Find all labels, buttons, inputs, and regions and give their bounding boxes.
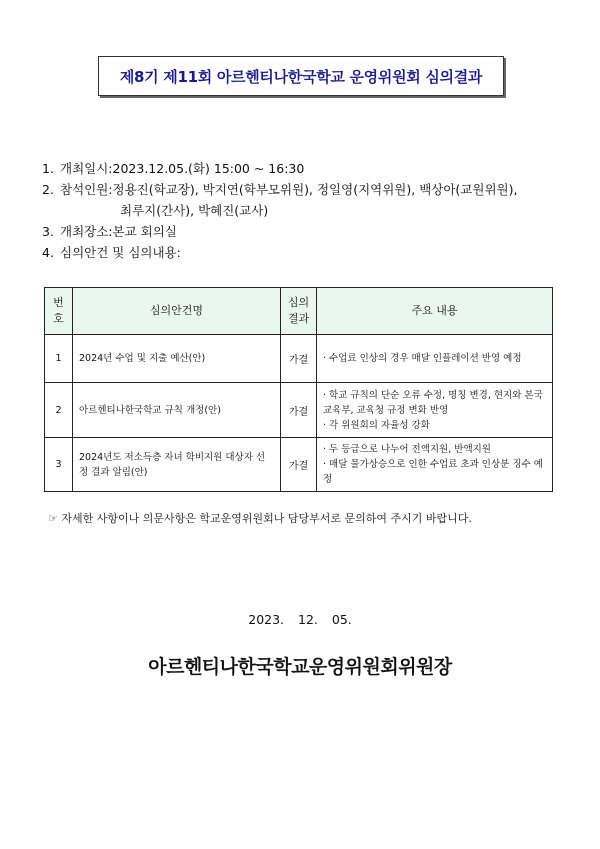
info-label: 참석인원: xyxy=(60,182,113,197)
signer-title: 아르헨티나한국학교운영위원회위원장 xyxy=(148,656,452,678)
row-number: 3 xyxy=(45,438,73,492)
info-label: 개최일시: xyxy=(60,161,113,176)
table-row xyxy=(45,335,553,383)
row-title: 2024년 수업 및 지출 예산(안) xyxy=(73,335,281,383)
row-result: 가결 xyxy=(281,383,317,438)
row-result: 가결 xyxy=(281,438,317,492)
agenda-table xyxy=(44,287,553,492)
row-number: 1 xyxy=(45,335,73,383)
info-value: 정용진(학교장), 박지연(학부모위원), 정일영(지역위원), 백상아(교원위원), xyxy=(112,182,518,197)
info-number: 3. xyxy=(42,224,54,239)
info-item-attendees xyxy=(42,179,517,200)
detail-line: · 수업료 인상의 경우 매달 인플레이션 반영 예정 xyxy=(323,353,522,364)
row-number: 2 xyxy=(45,383,73,438)
table-row xyxy=(45,438,553,492)
row-detail xyxy=(317,335,553,383)
info-item-agenda xyxy=(42,242,517,263)
row-result: 가결 xyxy=(281,335,317,383)
info-value: 2023.12.05.(화) 15:00 ~ 16:30 xyxy=(112,161,305,176)
table-row xyxy=(45,383,553,438)
row-detail xyxy=(317,383,553,438)
detail-line: · 두 등급으로 나누어 전액지원, 반액지원 xyxy=(323,444,491,455)
info-number: 1. xyxy=(42,161,54,176)
detail-line: · 매달 물가상승으로 인한 수업료 초과 인상분 징수 예정 xyxy=(323,459,543,485)
info-label: 개최장소: xyxy=(60,224,113,239)
meeting-info xyxy=(42,158,517,263)
info-label: 심의안건 및 심의내용: xyxy=(60,245,181,260)
document-date: 2023. 12. 05. xyxy=(248,612,352,627)
header-title: 심의안건명 xyxy=(73,288,281,335)
header-result: 심의 결과 xyxy=(281,288,317,335)
detail-line: · 학교 규칙의 단순 오류 수정, 명칭 변경, 현지와 본국 교육부, 교육청 규정 변화 반영 xyxy=(323,389,543,416)
row-title: 아르헨티나한국학교 규칙 개정(안) xyxy=(73,383,281,438)
header-no: 번 호 xyxy=(45,288,73,335)
info-number: 4. xyxy=(42,245,54,260)
inquiry-note: ☞ 자세한 사항이나 의문사항은 학교운영위원회나 담당부서로 문의하여 주시기 바랍니다. xyxy=(48,512,472,525)
info-item-location xyxy=(42,221,517,242)
info-item-datetime xyxy=(42,158,517,179)
document-title: 제8기 제11회 아르헨티나한국학교 운영위원회 심의결과 xyxy=(98,56,504,96)
detail-line: · 각 위원회의 자율성 강화 xyxy=(323,419,430,431)
info-attendees-continued: 최루지(간사), 박혜진(교사) xyxy=(120,203,269,218)
header-detail: 주요 내용 xyxy=(317,288,553,335)
row-detail xyxy=(317,438,553,492)
row-title: 2024년도 저소득층 자녀 학비지원 대상자 선정 결과 알림(안) xyxy=(73,438,281,492)
info-value: 본교 회의실 xyxy=(112,224,177,239)
info-number: 2. xyxy=(42,182,54,197)
table-header-row xyxy=(45,288,553,335)
